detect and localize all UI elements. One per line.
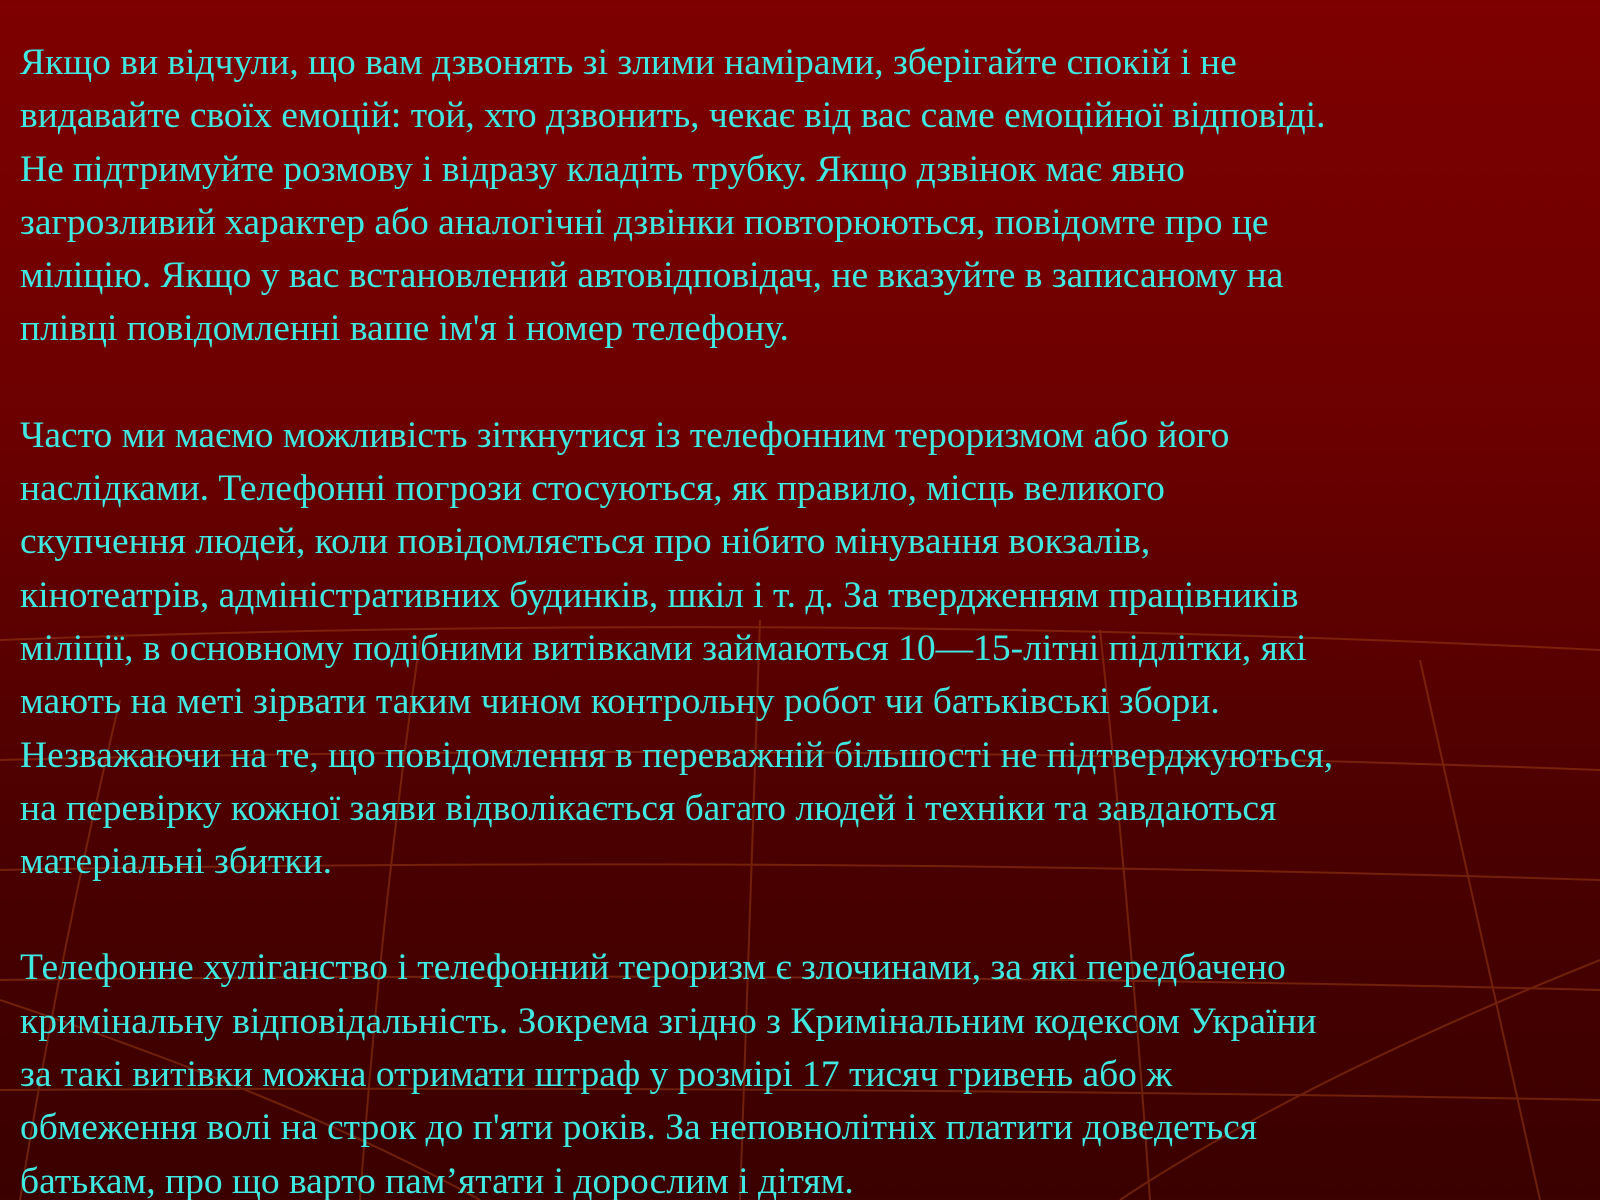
slide-body — [20, 36, 1590, 1200]
paragraph-criminal-liability: Телефонне хуліганство і телефонний тероризм є злочинами, за які передбачено кримінальну відповідальність. Зокрема згідно з Кримінальним кодексом України за такі витівки можна отримати штраф у розмірі 17 тисяч гривень або ж обмеження волі на строк до п'яти років. За неповнолітніх платити доведеться батькам, про що варто пам’ятати і дорослим і дітям. — [20, 947, 1317, 1200]
paragraph-phone-advice: Якщо ви відчули, що вам дзвонять зі злими намірами, зберігайте спокій і не видавайте своїх емоцій: той, хто дзвонить, чекає від вас саме емоційної відповіді. Не підтримуйте розмову і відразу кладіть трубку. Якщо дзвінок має явно загрозливий характер або аналогічні дзвінки повторюються, повідомте про це міліцію. Якщо у вас встановлений автовідповідач, не вказуйте в записаному на плівці повідомленні ваше ім'я і номер телефону. — [20, 42, 1326, 350]
paragraph-phone-terrorism: Часто ми маємо можливість зіткнутися із телефонним тероризмом або його наслідками. Телефонні погрози стосуються, як правило, місць великого скупчення людей, коли повідомляється про нібито мінування вокзалів, кінотеатрів, адміністративних будинків, шкіл і т. д. За твердженням працівників міліції, в основному подібними витівками займаються 10—15-літні підлітки, які мають на меті зірвати таким чином контрольну робот чи батьківські збори. Незважаючи на те, що повідомлення в переважній більшості не підтверджуються, на перевірку кожної заяви відволікається багато людей і техніки та завдаються матеріальні збитки. — [20, 414, 1334, 883]
